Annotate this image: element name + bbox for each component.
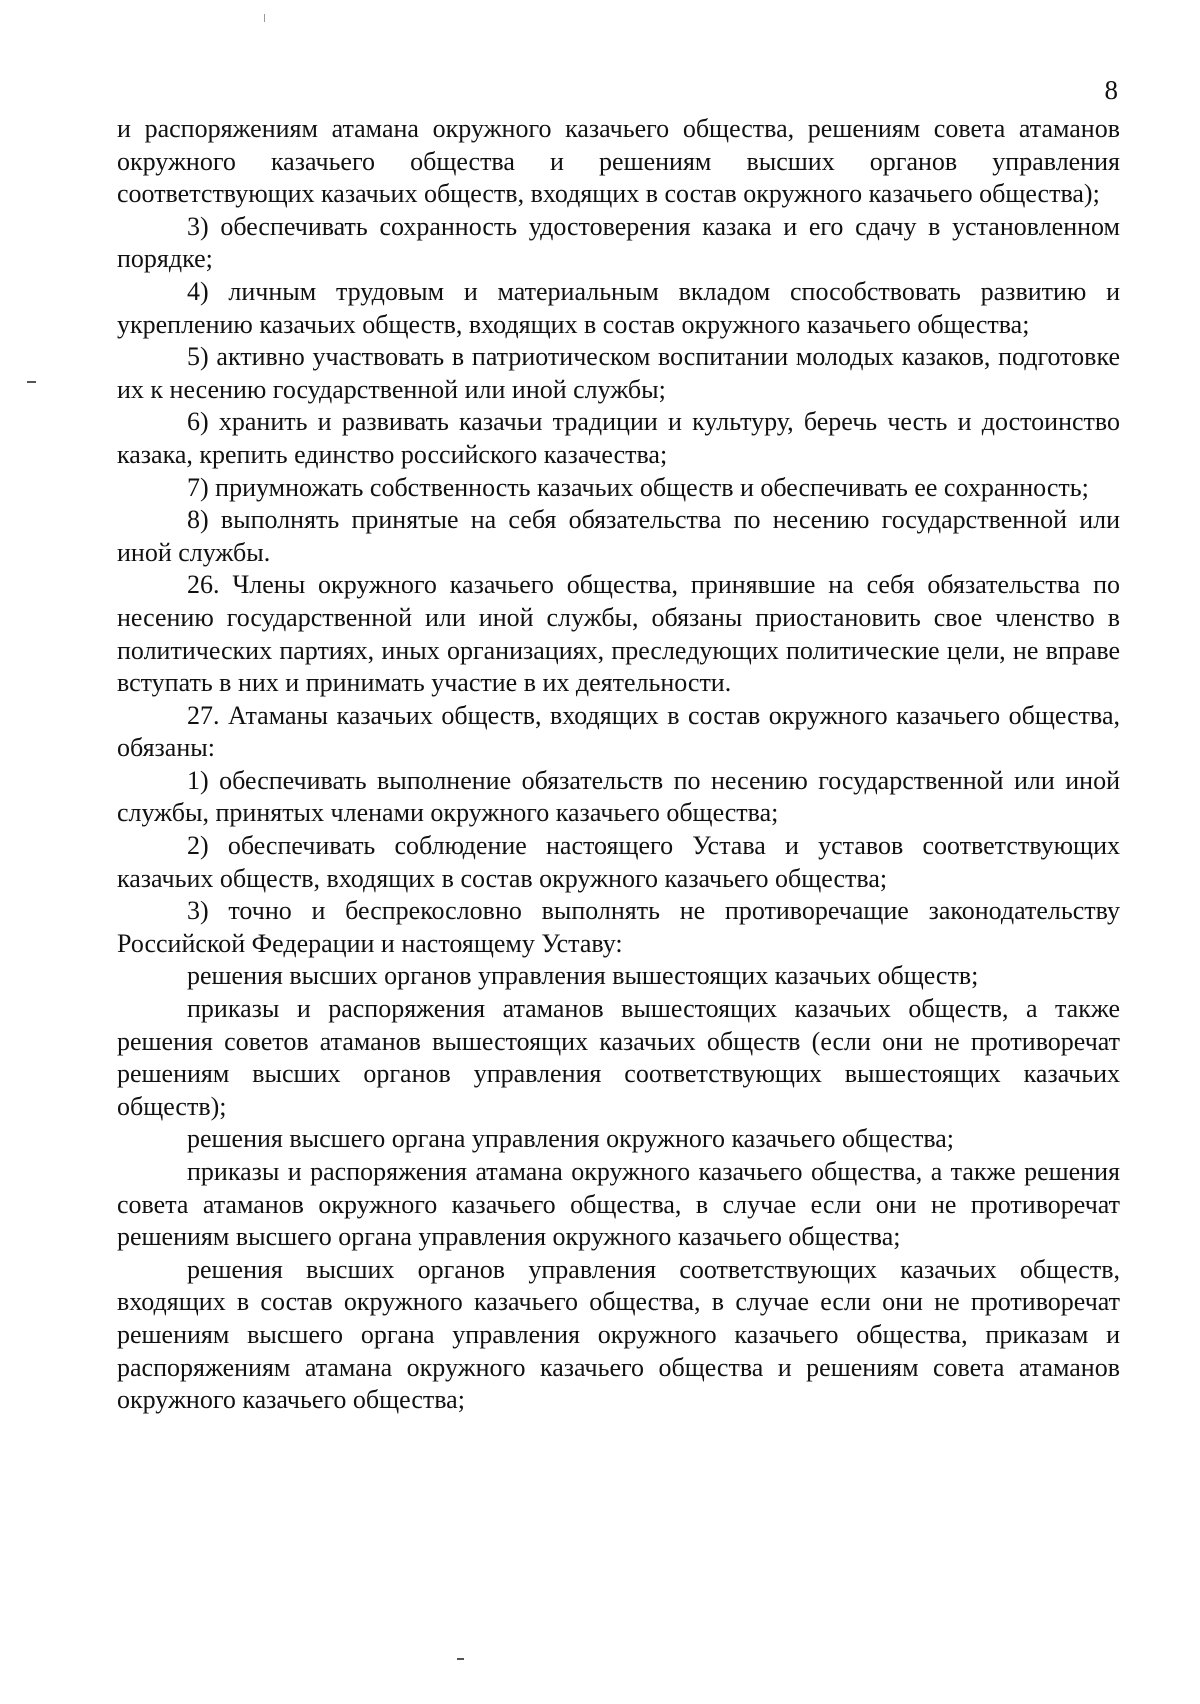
scan-artifact-mark — [264, 14, 265, 22]
paragraph: 1) обеспечивать выполнение обязательств по несению государственной или иной службы, принятых членами окружного казачьего общества; — [117, 765, 1120, 828]
paragraph: 8) выполнять принятые на себя обязательства по несению государственной или иной службы. — [117, 505, 1120, 567]
paragraph: приказы и распоряжения атаманов вышестоящих казачьих обществ, а также решения советов атаманов вышестоящих казачьих обществ (если они не противоречат решениям высших органов управления соответствующих вышестоящих казачьих обществ); — [117, 994, 1120, 1121]
paragraph: 5) активно участвовать в патриотическом воспитании молодых казаков, подготовке их к несению государственной или иной службы; — [117, 342, 1120, 404]
paragraph: 3) обеспечивать сохранность удостоверения казака и его сдачу в установленном порядке; — [117, 211, 1120, 274]
paragraph: решения высших органов управления вышестоящих казачьих обществ; — [187, 961, 979, 991]
paragraph: 7) приумножать собственность казачьих обществ и обеспечивать ее сохранность; — [187, 472, 1089, 502]
document-body — [117, 113, 1120, 1417]
paragraph: 2) обеспечивать соблюдение настоящего Устава и уставов соответствующих казачьих обществ, входящих в состав окружного казачьего общества; — [117, 831, 1120, 893]
scan-artifact-mark — [27, 381, 36, 383]
paragraph: решения высших органов управления соответствующих казачьих обществ, входящих в состав окружного казачьего общества, в случае если они не противоречат решениям высшего органа управления окружного казачьего общества, приказам и распоряжениям атамана окружного казачьего общества и решениям совета атаманов окружного казачьего общества; — [117, 1254, 1120, 1415]
paragraph: 4) личным трудовым и материальным вкладом способствовать развитию и укреплению казачьих обществ, входящих в состав окружного казачьего общества; — [117, 276, 1120, 339]
paragraph: 27. Атаманы казачьих обществ, входящих в состав окружного казачьего общества, обязаны: — [117, 700, 1120, 763]
paragraph: приказы и распоряжения атамана окружного казачьего общества, а также решения совета атаманов окружного казачьего общества, в случае если они не противоречат решениям высшего органа управления окружного казачьего общества; — [117, 1157, 1120, 1252]
scan-artifact-mark — [457, 1658, 464, 1660]
paragraph: 6) хранить и развивать казачьи традиции и культуру, беречь честь и достоинство казака, крепить единство российского казачества; — [117, 407, 1120, 469]
page-number: 8 — [1104, 75, 1118, 105]
paragraph: решения высшего органа управления окружного казачьего общества; — [187, 1124, 955, 1154]
paragraph: 26. Члены окружного казачьего общества, принявшие на себя обязательства по несению государственной или иной службы, обязаны приостановить свое членство в политических партиях, иных организациях, преследующих политические цели, не вправе вступать в них и принимать участие в их деятельности. — [117, 570, 1120, 698]
paragraph: и распоряжениям атамана окружного казачьего общества, решениям совета атаманов окружного казачьего общества и решениям высших органов управления соответствующих казачьих обществ, входящих в состав окружного казачьего общества); — [117, 114, 1120, 209]
paragraph: 3) точно и беспрекословно выполнять не противоречащие законодательству Российской Федерации и настоящему Уставу: — [117, 896, 1120, 958]
